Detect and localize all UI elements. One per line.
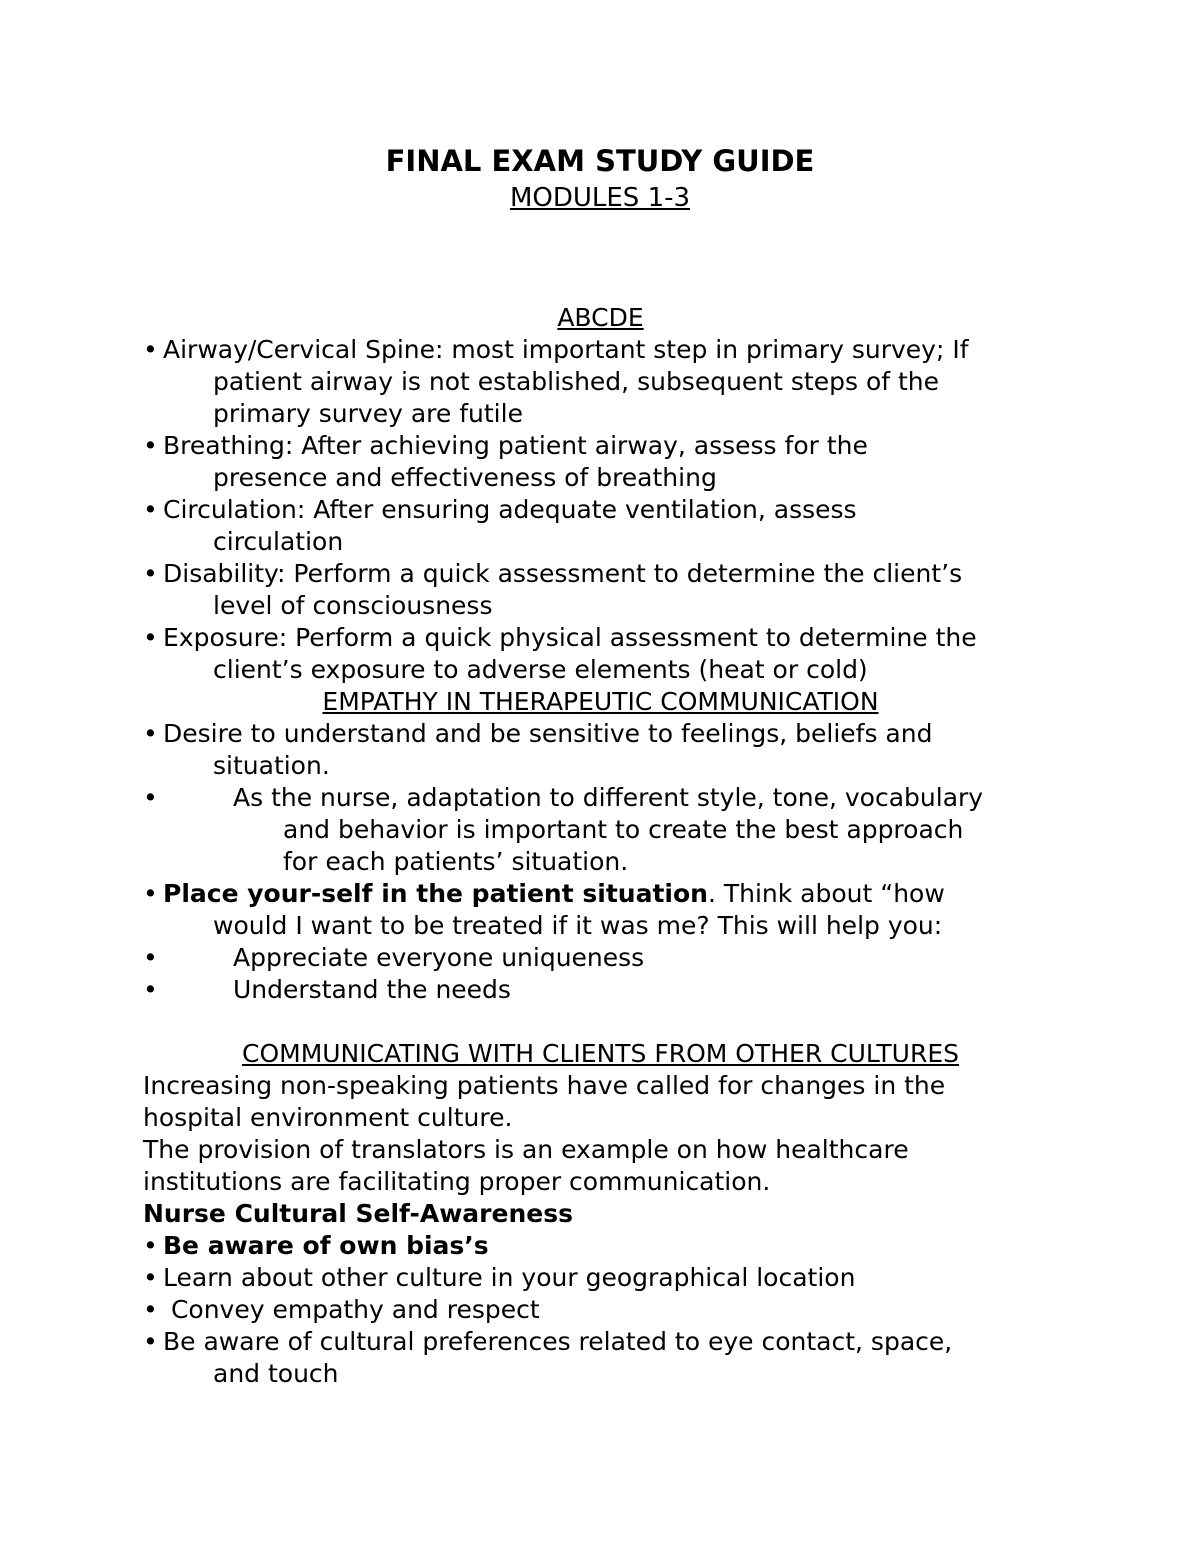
bullet-icon: • [143, 975, 158, 1004]
bullet-text [163, 878, 1073, 910]
bullet-icon: • [143, 1263, 158, 1292]
bullet-icon: • [143, 559, 158, 588]
bullet-text-continued: circulation [213, 527, 344, 556]
bullet-item-appreciate [143, 942, 1073, 974]
bullet-icon: • [143, 719, 158, 748]
bullet-text-continued: would I want to be treated if it was me? This will help you: [213, 911, 943, 940]
bullet-regular-text: . Think about “how [707, 879, 945, 908]
subtitle-text: MODULES 1-3 [509, 183, 691, 213]
bullet-text-continued: level of consciousness [213, 591, 493, 620]
bullet-item-adaptation [143, 782, 1073, 878]
bullet-item-airway [143, 334, 1073, 430]
bullet-text: Desire to understand and be sensitive to feelings, beliefs and [163, 719, 933, 748]
bullet-text: As the nurse, adaptation to different style, tone, vocabulary [233, 783, 984, 812]
bullet-text-continued: for each patients’ situation. [283, 847, 629, 876]
bullet-icon: • [143, 335, 158, 364]
subheading-self-awareness: Nurse Cultural Self-Awareness [143, 1199, 573, 1228]
bullet-text: Be aware of own bias’s [163, 1231, 489, 1260]
bullet-text: Airway/Cervical Spine: most important step in primary survey; If [163, 335, 969, 364]
bullet-bold-text: Place your-self in the patient situation [163, 879, 708, 908]
paragraph-line: institutions are facilitating proper communication. [143, 1167, 771, 1196]
bullet-text: Exposure: Perform a quick physical assessment to determine the [163, 623, 977, 652]
bullet-item-desire [143, 718, 1073, 782]
bullet-text-continued: patient airway is not established, subsequent steps of the [213, 367, 940, 396]
paragraph-line: Increasing non-speaking patients have called for changes in the [143, 1071, 946, 1100]
bullet-text-continued: situation. [213, 751, 330, 780]
bullet-item-place-yourself [143, 878, 1073, 942]
bullet-text-continued: and behavior is important to create the best approach [283, 815, 964, 844]
bullet-text-continued: primary survey are futile [213, 399, 523, 428]
bullet-icon: • [143, 431, 158, 460]
bullet-item-circulation [143, 494, 1073, 558]
bullet-icon: • [143, 943, 158, 972]
bullet-text: Convey empathy and respect [163, 1295, 540, 1324]
bullet-icon: • [143, 879, 158, 908]
bullet-item-understand [143, 974, 1073, 1006]
bullet-text-continued: client’s exposure to adverse elements (heat or cold) [213, 655, 868, 684]
bullet-item-breathing [143, 430, 1073, 494]
bullet-icon: • [143, 623, 158, 652]
bullet-item-learn [143, 1262, 1073, 1294]
page-title: FINAL EXAM STUDY GUIDE [385, 144, 815, 178]
document-body [143, 302, 1073, 1390]
bullet-icon: • [143, 1327, 158, 1356]
section-heading-empathy: EMPATHY IN THERAPEUTIC COMMUNICATION [322, 687, 879, 716]
spacer [143, 1006, 1073, 1038]
page-subtitle [0, 182, 1200, 214]
bullet-text: Learn about other culture in your geographical location [163, 1263, 856, 1292]
paragraph-line: hospital environment culture. [143, 1103, 513, 1132]
bullet-text: Disability: Perform a quick assessment to determine the client’s [163, 559, 963, 588]
section-heading-abcde: ABCDE [557, 303, 644, 332]
paragraph-line: The provision of translators is an example on how healthcare [143, 1135, 909, 1164]
bullet-text-continued: presence and effectiveness of breathing [213, 463, 717, 492]
bullet-icon: • [143, 1295, 158, 1324]
bullet-icon: • [143, 1231, 158, 1260]
bullet-icon: • [143, 783, 158, 812]
bullet-text: Breathing: After achieving patient airway, assess for the [163, 431, 868, 460]
bullet-text: Appreciate everyone uniqueness [233, 943, 645, 972]
bullet-text-continued: and touch [213, 1359, 339, 1388]
bullet-text: Circulation: After ensuring adequate ventilation, assess [163, 495, 857, 524]
bullet-item-preferences [143, 1326, 1073, 1390]
bullet-text: Be aware of cultural preferences related to eye contact, space, [163, 1327, 953, 1356]
bullet-text: Understand the needs [233, 975, 511, 1004]
section-heading-cultures: COMMUNICATING WITH CLIENTS FROM OTHER CULTURES [241, 1039, 960, 1068]
bullet-icon: • [143, 495, 158, 524]
bullet-item-exposure [143, 622, 1073, 686]
bullet-item-disability [143, 558, 1073, 622]
bullet-item-bias [143, 1230, 1073, 1262]
bullet-item-convey [143, 1294, 1073, 1326]
